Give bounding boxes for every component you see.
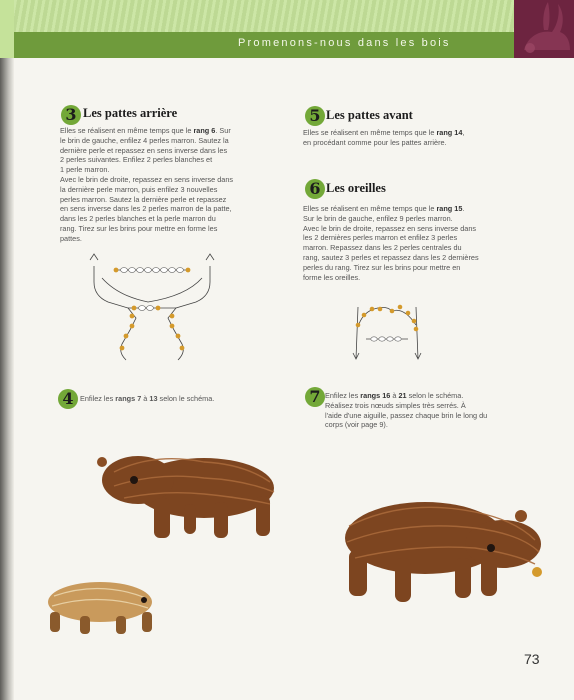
book-spine-shadow	[0, 0, 14, 700]
text-line: Réalisez trois nœuds simples très serrés. À	[325, 400, 466, 410]
bold-text: rangs 7	[115, 394, 142, 403]
text-line: Elles se réalisent en même temps que le rang 6. Sur	[60, 126, 231, 135]
header-texture	[14, 0, 514, 32]
text-line: rang. Tirez sur les brins pour mettre en forme les	[60, 223, 218, 233]
text-line: en sens inverse dans les 2 perles marron de la patte,	[60, 204, 232, 214]
text-line: en procédant comme pour les pattes arrière.	[303, 137, 447, 147]
step-4-badge: 4	[58, 389, 78, 409]
step-7-badge: 7	[305, 387, 325, 407]
bold-text: rang 6	[193, 126, 216, 135]
text-line: Enfilez les rangs 7 à 13 selon le schéma.	[80, 394, 215, 403]
step-6-text	[303, 204, 513, 282]
page-number: 73	[524, 651, 540, 667]
text-line: l'aide d'une aiguille, passez chaque brin le long du	[325, 410, 488, 420]
bold-text: 13	[149, 394, 158, 403]
step-6-badge: 6	[305, 179, 325, 199]
text-line: perles du rang. Tirez sur les brins pour mettre en	[303, 262, 461, 272]
step-6-bead-diagram	[352, 303, 422, 361]
beaded-boar-photo-left	[94, 432, 304, 547]
text-line: dernière perle et repassez en sens inverse dans les	[60, 145, 228, 155]
step-7-text	[325, 391, 511, 430]
text-line: le brin de gauche, enfilez 4 perles marron. Sautez la	[60, 135, 229, 145]
step-3-badge: 3	[61, 105, 81, 125]
beaded-boar-photo-small	[40, 576, 165, 636]
step-3-bead-diagram	[88, 256, 218, 362]
text-line: corps (voir page 9).	[325, 420, 388, 430]
text-line: 2 perles suivantes. Enfilez 2 perles blanches et	[60, 155, 213, 165]
rabbit-silhouette-icon	[514, 0, 574, 58]
text-line: Avec le brin de droite, repassez en sens inverse dans	[60, 174, 234, 184]
step-6-title: Les oreilles	[326, 181, 386, 195]
text-line: 1 perle marron.	[60, 165, 110, 175]
text-line: la dernière perle marron, puis enfilez 3 nouvelles	[60, 184, 218, 194]
text-line: pattes.	[60, 233, 82, 243]
text-line: Elles se réalisent en même temps que le rang 15.	[303, 204, 465, 213]
step-5-badge: 5	[305, 106, 325, 126]
step-5-text	[303, 128, 513, 148]
text-line: marron. Repassez dans les 2 perles centrales du	[303, 243, 462, 253]
beaded-boar-photo-right	[325, 482, 555, 607]
text-line: forme les oreilles.	[303, 272, 361, 282]
step-3-title: Les pattes arrière	[83, 106, 178, 120]
bold-text: 21	[398, 391, 407, 400]
text-line: Elles se réalisent en même temps que le rang 14,	[303, 128, 465, 137]
step-4-text	[80, 394, 280, 404]
text-line: Enfilez les rangs 16 à 21 selon le schéma.	[325, 391, 464, 400]
text-line: dans les 2 perles blanches et la perle marron du	[60, 214, 216, 224]
text-line: perles marron. Sautez la dernière perle et repassez	[60, 194, 227, 204]
text-line: Avec le brin de droite, repassez en sens inverse dans	[303, 223, 477, 233]
page-header	[0, 0, 574, 58]
bold-text: rangs 16	[360, 391, 391, 400]
chapter-title: Promenons-nous dans les bois	[238, 37, 451, 49]
text-line: les 2 dernières perles marron et enfilez 3 perles	[303, 233, 458, 243]
step-5-title: Les pattes avant	[326, 108, 413, 122]
step-3-text	[60, 126, 250, 244]
text-line: rang, sautez 3 perles et repassez dans les 2 dernières	[303, 252, 479, 262]
header-illustration	[514, 0, 574, 58]
bold-text: rang 14	[436, 128, 463, 137]
bold-text: rang 15	[436, 204, 463, 213]
text-line: Sur le brin de gauche, enfilez 9 perles marron.	[303, 213, 453, 223]
